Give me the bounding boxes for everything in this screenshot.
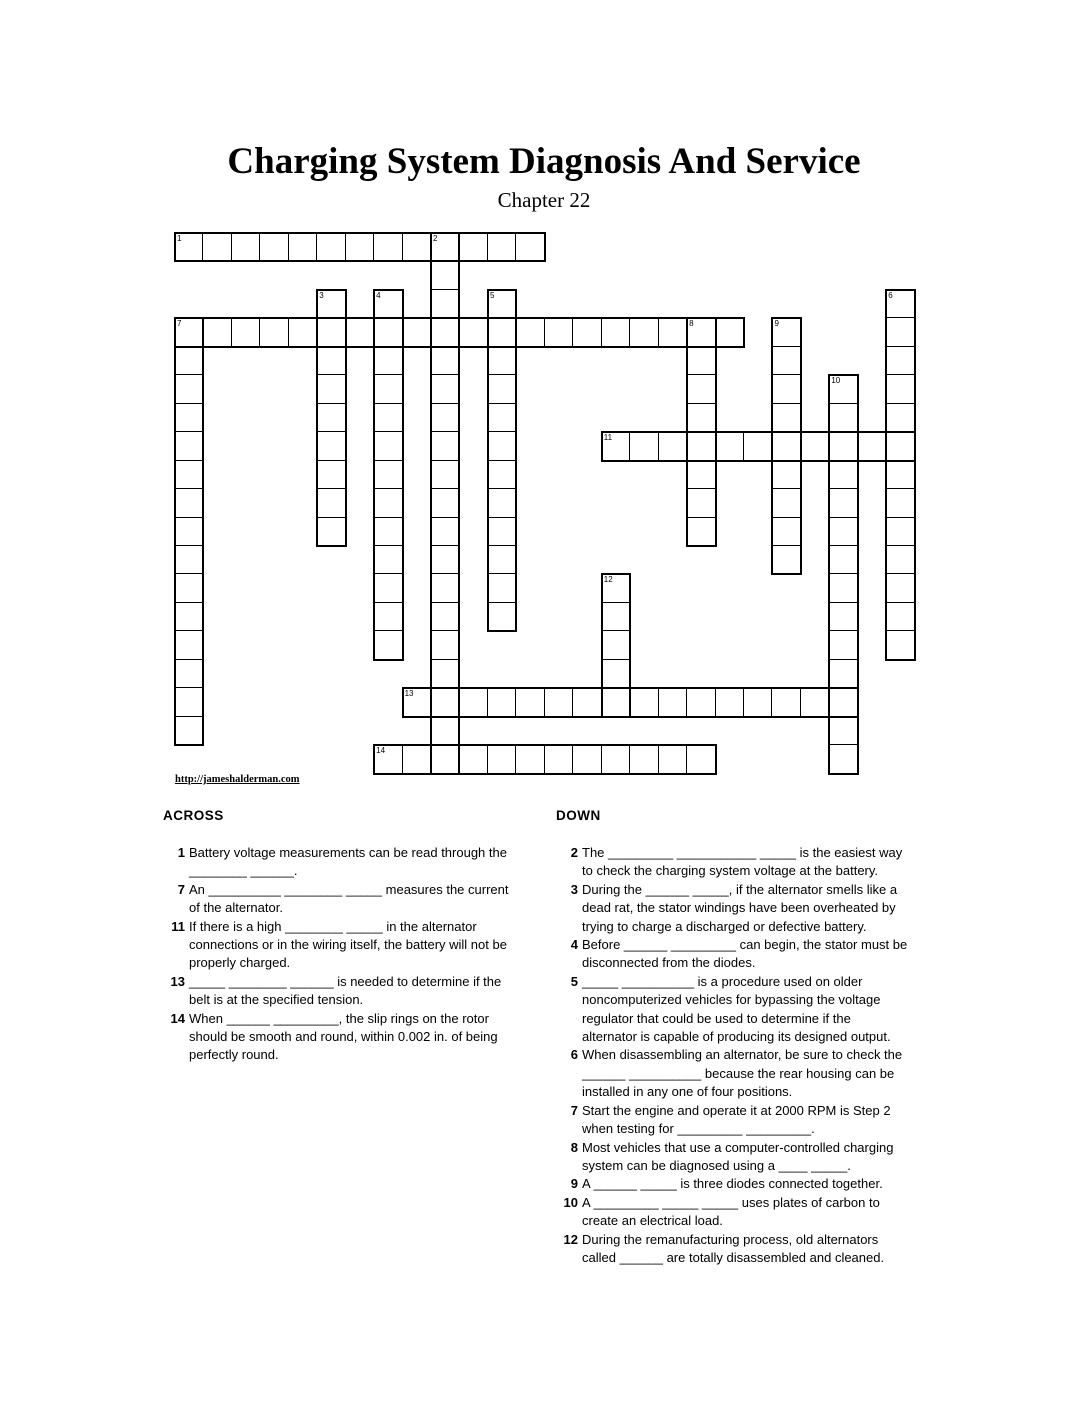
grid-cell[interactable]	[374, 318, 402, 346]
clue-text: If there is a high ________ _____ in the alternator connections or in the wiring itself, the battery will not be properly charged.	[189, 918, 507, 971]
grid-cell[interactable]	[431, 688, 459, 716]
grid-cell[interactable]	[175, 574, 203, 602]
cell-number: 5	[489, 290, 495, 300]
clue-text: A _________ _____ _____ uses plates of carbon to create an electrical load.	[582, 1194, 880, 1229]
grid-cell[interactable]	[175, 631, 203, 659]
grid-cell[interactable]	[886, 546, 914, 574]
grid-cell[interactable]	[289, 318, 317, 346]
across-header: ACROSS	[163, 808, 224, 823]
grid-cell[interactable]	[317, 461, 345, 489]
across-clue-14	[163, 1010, 515, 1065]
grid-cell[interactable]	[431, 745, 459, 773]
grid-cell[interactable]	[431, 631, 459, 659]
grid-cell[interactable]	[175, 375, 203, 403]
grid-cell[interactable]	[175, 660, 203, 688]
grid-cell[interactable]	[829, 660, 857, 688]
grid-cell[interactable]	[829, 745, 857, 773]
down-clue-list	[556, 844, 908, 1267]
clue-number: 9	[570, 1176, 578, 1192]
down-clue-5	[556, 973, 908, 1047]
grid-cell[interactable]	[516, 233, 544, 261]
grid-cell[interactable]	[488, 745, 516, 773]
grid-cell[interactable]	[317, 432, 345, 460]
grid-cell[interactable]	[687, 404, 715, 432]
grid-cell[interactable]	[374, 347, 402, 375]
down-clue-7	[556, 1102, 908, 1139]
grid-cell[interactable]	[488, 688, 516, 716]
across-clue-1	[163, 844, 515, 881]
grid-cell[interactable]	[829, 631, 857, 659]
grid-cell[interactable]	[886, 432, 914, 460]
clue-number: 1	[177, 845, 185, 860]
grid-cell[interactable]	[886, 461, 914, 489]
grid-cell[interactable]	[203, 318, 231, 346]
grid-cell[interactable]	[630, 432, 658, 460]
clue-text: Before ______ _________ can begin, the stator must be disconnected from the diodes.	[582, 937, 908, 971]
grid-cell[interactable]	[687, 318, 715, 346]
grid-cell[interactable]	[488, 432, 516, 460]
grid-cell[interactable]	[545, 745, 573, 773]
grid-cell[interactable]	[175, 688, 203, 716]
grid-cell[interactable]	[431, 233, 459, 261]
grid-cell[interactable]	[573, 745, 601, 773]
grid-cell[interactable]	[488, 347, 516, 375]
grid-cell[interactable]	[772, 375, 800, 403]
grid-cell[interactable]	[602, 660, 630, 688]
grid-cell[interactable]	[374, 631, 402, 659]
grid-cell[interactable]	[374, 404, 402, 432]
grid-cell[interactable]	[374, 489, 402, 517]
cell-number: 10	[831, 376, 841, 386]
cell-number: 1	[177, 234, 182, 243]
grid-cell[interactable]	[573, 688, 601, 716]
grid-cell[interactable]	[488, 233, 516, 261]
grid-cell[interactable]	[516, 318, 544, 346]
grid-cell[interactable]	[602, 432, 630, 460]
grid-cell[interactable]	[886, 290, 914, 318]
grid-cell[interactable]	[431, 546, 459, 574]
grid-cell[interactable]	[431, 404, 459, 432]
grid-cell[interactable]	[374, 546, 402, 574]
grid-cell[interactable]	[573, 318, 601, 346]
clue-text: When disassembling an alternator, be sure to check the ______ __________ because the rear housing can be installed in any one of four positions.	[582, 1047, 903, 1100]
grid-cell[interactable]	[630, 318, 658, 346]
clue-number: 13	[170, 973, 185, 989]
clue-text: When ______ _________, the slip rings on the rotor should be smooth and round, within 0.002 in. of being perfectly round.	[189, 1010, 498, 1063]
grid-cell[interactable]	[829, 432, 857, 460]
grid-cell[interactable]	[829, 574, 857, 602]
grid-cell[interactable]	[829, 603, 857, 631]
grid-cell[interactable]	[488, 318, 516, 346]
grid-cell[interactable]	[175, 347, 203, 375]
grid-cell[interactable]	[602, 603, 630, 631]
clue-number: 8	[570, 1139, 578, 1155]
grid-cell[interactable]	[431, 347, 459, 375]
grid-cell[interactable]	[488, 461, 516, 489]
grid-cell[interactable]	[374, 745, 402, 773]
grid-cell[interactable]	[431, 574, 459, 602]
cell-number: 4	[376, 290, 381, 300]
clue-text: A ______ _____ is three diodes connected together.	[582, 1176, 883, 1192]
grid-cell[interactable]	[772, 489, 800, 517]
clue-number: 7	[570, 1102, 578, 1118]
clue-text: _____ ________ ______ is needed to determine if the belt is at the specified tension.	[189, 973, 502, 1008]
grid-cell[interactable]	[175, 432, 203, 460]
grid-cell[interactable]	[772, 546, 800, 574]
grid-cell[interactable]	[403, 318, 431, 346]
clue-number: 2	[570, 845, 578, 860]
cell-number: 13	[404, 689, 414, 699]
grid-cell[interactable]	[829, 375, 857, 403]
grid-cell[interactable]	[431, 660, 459, 688]
grid-cell[interactable]	[488, 489, 516, 517]
cell-number: 11	[603, 433, 613, 443]
grid-cell[interactable]	[687, 518, 715, 546]
grid-cell[interactable]	[431, 290, 459, 318]
grid-cell[interactable]	[886, 375, 914, 403]
grid-cell[interactable]	[545, 318, 573, 346]
grid-cell[interactable]	[488, 603, 516, 631]
grid-cell[interactable]	[886, 631, 914, 659]
grid-cell[interactable]	[545, 688, 573, 716]
grid-cell[interactable]	[659, 432, 687, 460]
page-subtitle: Chapter 22	[497, 188, 591, 212]
grid-cell[interactable]	[829, 489, 857, 517]
clue-number: 12	[563, 1231, 578, 1247]
grid-cell[interactable]	[886, 574, 914, 602]
grid-cell[interactable]	[175, 233, 203, 261]
clue-number: 11	[171, 918, 185, 934]
grid-cell[interactable]	[431, 432, 459, 460]
clue-number: 4	[570, 937, 578, 953]
grid-cell[interactable]	[232, 233, 260, 261]
grid-cell[interactable]	[886, 404, 914, 432]
grid-cell[interactable]	[829, 546, 857, 574]
down-clue-10	[556, 1194, 908, 1231]
grid-cell[interactable]	[801, 688, 829, 716]
grid-cell[interactable]	[374, 375, 402, 403]
grid-cell[interactable]	[431, 318, 459, 346]
clue-text: _____ __________ is a procedure used on older noncomputerized vehicles for bypassing the voltage regulator that could be used to determine if the alternator is capable of producing its designed output.	[582, 973, 891, 1045]
grid-cell[interactable]	[317, 375, 345, 403]
cell-number: 7	[177, 319, 182, 329]
grid-cell[interactable]	[744, 432, 772, 460]
grid-cell[interactable]	[374, 574, 402, 602]
cell-number: 8	[689, 319, 694, 329]
grid-cell[interactable]	[829, 717, 857, 745]
grid-cell[interactable]	[374, 518, 402, 546]
cell-number: 6	[888, 290, 893, 300]
clue-text: Battery voltage measurements can be read through the ________ ______.	[189, 845, 507, 879]
down-clue-3	[556, 881, 908, 936]
grid-cell[interactable]	[687, 375, 715, 403]
grid-cell[interactable]	[772, 347, 800, 375]
grid-cell[interactable]	[744, 688, 772, 716]
grid-cell[interactable]	[772, 318, 800, 346]
grid-cell[interactable]	[687, 688, 715, 716]
grid-cell[interactable]	[886, 347, 914, 375]
across-clue-list	[163, 844, 515, 1065]
grid-cell[interactable]	[175, 546, 203, 574]
grid-cell[interactable]	[346, 318, 374, 346]
grid-cell[interactable]	[175, 318, 203, 346]
across-section	[163, 808, 515, 1065]
grid-cell[interactable]	[687, 432, 715, 460]
grid-cell[interactable]	[374, 290, 402, 318]
grid-cell[interactable]	[829, 688, 857, 716]
grid-cell[interactable]	[602, 574, 630, 602]
down-clue-2	[556, 844, 908, 881]
grid-cell[interactable]	[403, 745, 431, 773]
grid-cell[interactable]	[659, 745, 687, 773]
grid-cell[interactable]	[431, 717, 459, 745]
grid-cell[interactable]	[488, 546, 516, 574]
grid-cell[interactable]	[374, 603, 402, 631]
grid-cell[interactable]	[687, 745, 715, 773]
clue-number: 3	[570, 881, 578, 897]
grid-cell[interactable]	[829, 404, 857, 432]
grid-cell[interactable]	[772, 518, 800, 546]
grid-cell[interactable]	[772, 461, 800, 489]
grid-cell[interactable]	[516, 745, 544, 773]
clue-number: 14	[170, 1010, 185, 1026]
grid-cell[interactable]	[431, 461, 459, 489]
grid-cell[interactable]	[175, 461, 203, 489]
grid-cell[interactable]	[858, 432, 886, 460]
cell-number: 14	[376, 746, 386, 756]
grid-cell[interactable]	[460, 233, 488, 261]
grid-cell[interactable]	[659, 688, 687, 716]
grid-cell[interactable]	[289, 233, 317, 261]
grid-cell[interactable]	[232, 318, 260, 346]
grid-cell[interactable]	[317, 347, 345, 375]
down-clue-8	[556, 1139, 908, 1176]
grid-cell[interactable]	[602, 631, 630, 659]
across-clue-11	[163, 918, 515, 973]
grid-cell[interactable]	[602, 688, 630, 716]
grid-cell[interactable]	[431, 489, 459, 517]
grid-cell[interactable]	[602, 745, 630, 773]
cell-number: 12	[603, 575, 613, 585]
down-clue-9	[556, 1175, 908, 1193]
cell-number: 2	[433, 234, 438, 243]
grid-cell[interactable]	[886, 518, 914, 546]
clue-text: An __________ ________ _____ measures the current of the alternator.	[189, 881, 509, 916]
grid-cell[interactable]	[175, 717, 203, 745]
grid-cell[interactable]	[460, 688, 488, 716]
grid-cell[interactable]	[886, 489, 914, 517]
grid-cell[interactable]	[516, 688, 544, 716]
grid-cell[interactable]	[801, 432, 829, 460]
down-header: DOWN	[556, 808, 601, 823]
clue-text: Most vehicles that use a computer-controlled charging system can be diagnosed using a ____ _____.	[582, 1139, 894, 1173]
grid-cell[interactable]	[175, 489, 203, 517]
clue-number: 6	[570, 1047, 578, 1063]
cell-number: 9	[774, 319, 779, 329]
grid-cell[interactable]	[403, 688, 431, 716]
grid-cell[interactable]	[374, 461, 402, 489]
grid-cell[interactable]	[772, 432, 800, 460]
grid-cell[interactable]	[687, 489, 715, 517]
grid-cell[interactable]	[687, 347, 715, 375]
cell-number: 3	[319, 290, 324, 300]
grid-cell[interactable]	[431, 603, 459, 631]
grid-cell[interactable]	[488, 574, 516, 602]
grid-cell[interactable]	[460, 745, 488, 773]
grid-cell[interactable]	[317, 290, 345, 318]
grid-cell[interactable]	[886, 603, 914, 631]
across-clue-7	[163, 881, 515, 918]
grid-cell[interactable]	[772, 404, 800, 432]
clue-number: 5	[570, 973, 578, 989]
crossword-grid	[175, 233, 915, 774]
grid-cell[interactable]	[886, 318, 914, 346]
grid-cell[interactable]	[829, 518, 857, 546]
grid-cell[interactable]	[346, 233, 374, 261]
grid-cell[interactable]	[772, 688, 800, 716]
grid-cell[interactable]	[403, 233, 431, 261]
clue-text: During the remanufacturing process, old alternators called ______ are totally disassembled and cleaned.	[582, 1231, 885, 1265]
clue-text: The _________ ___________ _____ is the easiest way to check the charging system voltage at the battery.	[582, 845, 903, 879]
grid-cell[interactable]	[317, 489, 345, 517]
grid-cell[interactable]	[374, 233, 402, 261]
down-clue-4	[556, 936, 908, 973]
grid-cell[interactable]	[175, 518, 203, 546]
across-clue-13	[163, 973, 515, 1010]
down-clue-12	[556, 1231, 908, 1268]
grid-cell[interactable]	[602, 318, 630, 346]
grid-cell[interactable]	[659, 318, 687, 346]
grid-cell[interactable]	[175, 404, 203, 432]
page-title: Charging System Diagnosis And Service	[227, 141, 861, 182]
grid-cell[interactable]	[716, 318, 744, 346]
grid-cell[interactable]	[260, 318, 288, 346]
grid-cell[interactable]	[317, 233, 345, 261]
grid-cell[interactable]	[488, 375, 516, 403]
grid-cell[interactable]	[431, 261, 459, 289]
clue-text: During the ______ _____, if the alternator smells like a dead rat, the stator windings have been overheated by trying to charge a discharged or defective battery.	[582, 881, 898, 934]
grid-cell[interactable]	[687, 461, 715, 489]
grid-cell[interactable]	[829, 461, 857, 489]
grid-cell[interactable]	[460, 318, 488, 346]
grid-cell[interactable]	[630, 688, 658, 716]
down-section	[556, 808, 908, 1267]
grid-cell[interactable]	[317, 404, 345, 432]
grid-cell[interactable]	[175, 603, 203, 631]
grid-cell[interactable]	[488, 518, 516, 546]
clue-number: 10	[563, 1194, 578, 1210]
grid-cell[interactable]	[716, 432, 744, 460]
grid-cell[interactable]	[317, 318, 345, 346]
grid-cell[interactable]	[488, 290, 516, 318]
clue-text: Start the engine and operate it at 2000 RPM is Step 2 when testing for _________ _________.	[582, 1102, 891, 1137]
grid-cell[interactable]	[317, 518, 345, 546]
source-url: http://jameshalderman.com	[175, 774, 300, 785]
grid-cell[interactable]	[260, 233, 288, 261]
grid-cell[interactable]	[203, 233, 231, 261]
grid-cell[interactable]	[716, 688, 744, 716]
clue-number: 7	[177, 881, 185, 897]
grid-cell[interactable]	[630, 745, 658, 773]
grid-cell[interactable]	[431, 375, 459, 403]
grid-cell[interactable]	[431, 518, 459, 546]
grid-cell[interactable]	[374, 432, 402, 460]
grid-cell[interactable]	[488, 404, 516, 432]
down-clue-6	[556, 1046, 908, 1101]
